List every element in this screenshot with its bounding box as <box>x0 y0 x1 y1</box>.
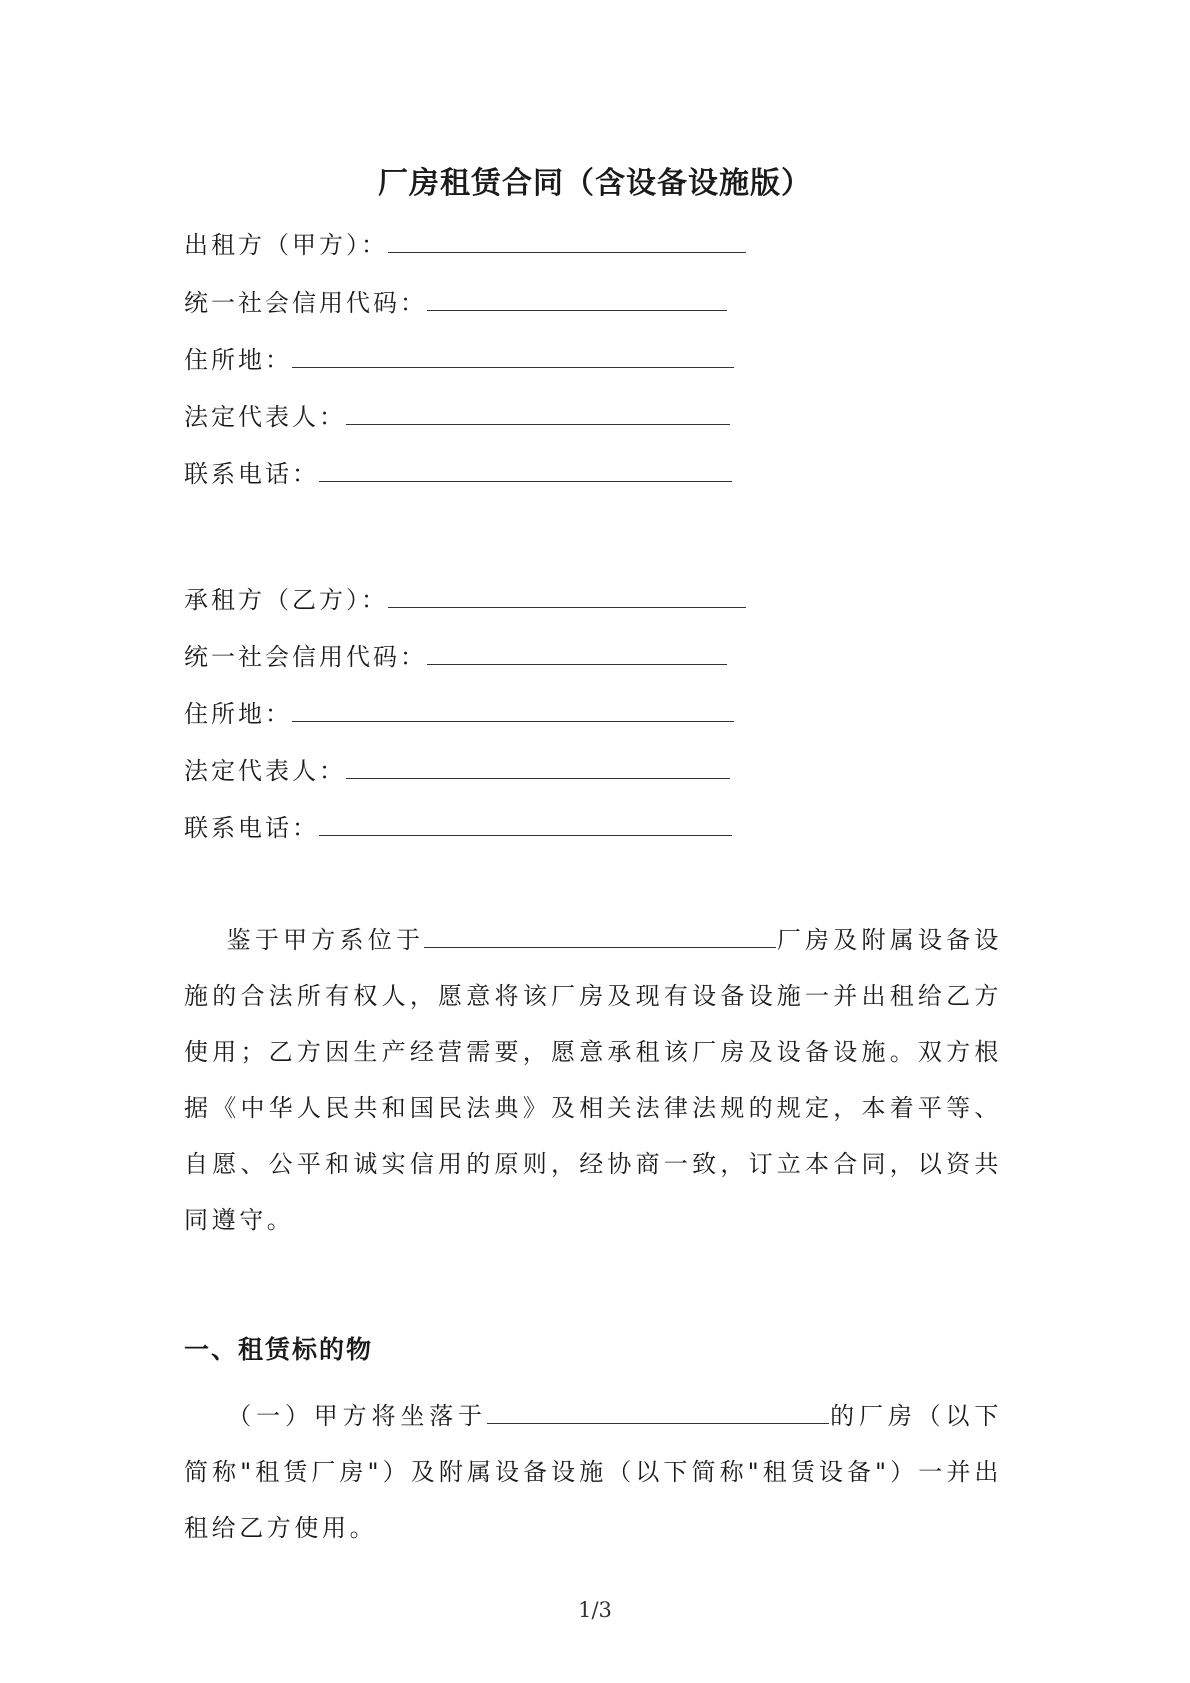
section-1-heading: 一、租赁标的物 <box>184 1335 374 1364</box>
party-a-phone-field <box>184 457 732 491</box>
party-a-role-field <box>184 228 746 262</box>
party-b-address-field <box>184 697 734 731</box>
section-1-clause-1 <box>184 1388 1002 1556</box>
party-a-credit-code-blank <box>427 286 727 311</box>
clause-1-text-after-blank: 的厂房（以下简称"租赁厂房"）及附属设备设施（以下简称"租赁设备"）一并出租给乙方使用。 <box>184 1402 1002 1542</box>
party-a-phone-blank <box>319 457 732 482</box>
party-b-legal-rep-field <box>184 754 730 788</box>
party-a-address-blank <box>292 343 734 368</box>
party-b-address-blank <box>292 697 734 722</box>
document-title: 厂房租赁合同（含设备设施版） <box>378 166 812 201</box>
party-a-legal-rep-label: 法定代表人： <box>184 403 346 431</box>
party-a-credit-code-label: 统一社会信用代码： <box>184 289 427 317</box>
party-b-credit-code-field <box>184 640 727 674</box>
party-a-legal-rep-field <box>184 400 730 434</box>
party-b-legal-rep-blank <box>346 754 730 779</box>
preamble-text-before-blank: 鉴于甲方系位于 <box>226 926 425 954</box>
preamble-location-blank <box>424 923 776 948</box>
party-a-phone-label: 联系电话： <box>184 460 319 488</box>
party-a-role-label: 出租方（甲方）： <box>184 231 388 259</box>
party-b-role-field <box>184 583 746 617</box>
party-a-name-blank <box>388 228 746 253</box>
party-a-address-field <box>184 343 734 377</box>
party-a-credit-code-field <box>184 286 727 320</box>
party-a-legal-rep-blank <box>346 400 730 425</box>
party-b-role-label: 承租方（乙方）： <box>184 586 388 614</box>
party-b-credit-code-label: 统一社会信用代码： <box>184 643 427 671</box>
preamble-paragraph <box>184 912 1002 1248</box>
clause-1-location-blank <box>487 1399 829 1424</box>
party-b-phone-field <box>184 811 732 845</box>
party-b-legal-rep-label: 法定代表人： <box>184 757 346 785</box>
clause-1-text-before-blank: （一）甲方将坐落于 <box>226 1402 487 1430</box>
party-b-phone-blank <box>319 811 732 836</box>
party-b-credit-code-blank <box>427 640 727 665</box>
party-b-name-blank <box>388 583 746 608</box>
party-b-phone-label: 联系电话： <box>184 814 319 842</box>
preamble-text-after-blank: 厂房及附属设备设施的合法所有权人，愿意将该厂房及现有设备设施一并出租给乙方使用；乙方因生产经营需要，愿意承租该厂房及设备设施。双方根据《中华人民共和国民法典》及相关法律法规的规定，本着平等、自愿、公平和诚实信用的原则，经协商一致，订立本合同，以资共同遵守。 <box>184 926 1002 1234</box>
page-number: 1/3 <box>578 1598 612 1622</box>
party-b-address-label: 住所地： <box>184 700 292 728</box>
party-a-address-label: 住所地： <box>184 346 292 374</box>
